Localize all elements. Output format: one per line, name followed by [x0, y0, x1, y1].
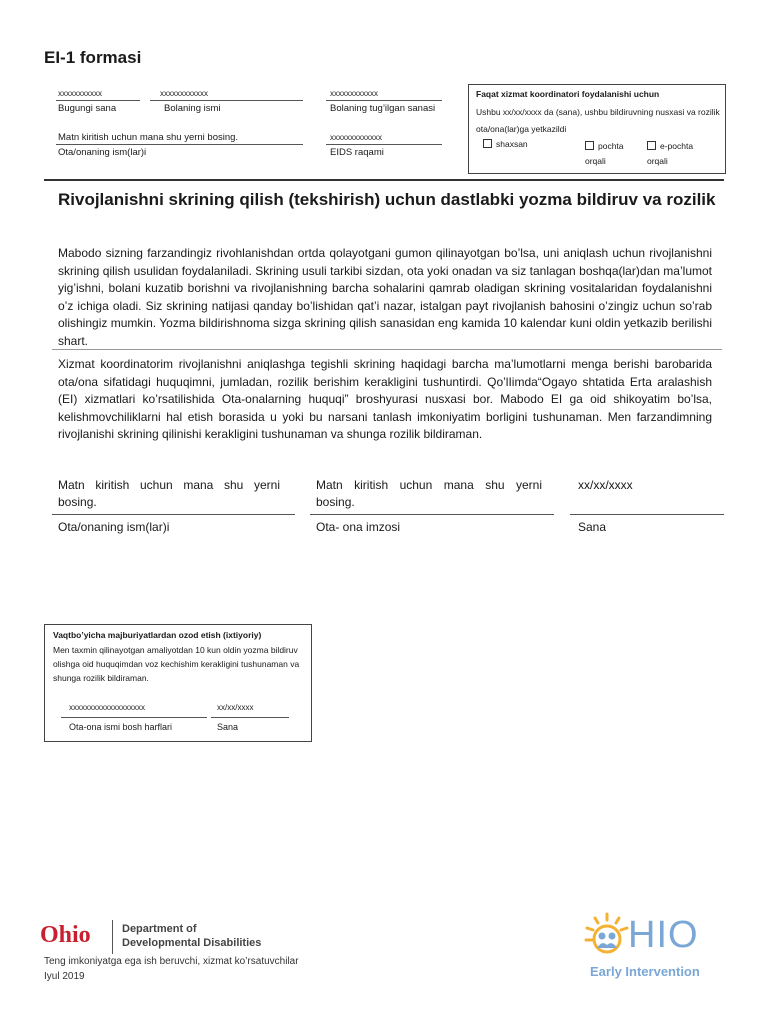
coordinator-box-text: Ushbu xx/xx/xxxx da (sana), ushbu bildiruvning nusxasi va rozilik ota/ona(lar)ga yetkazildi: [476, 107, 720, 134]
option-in-person-label: shaxsan: [496, 139, 528, 149]
department-line1: Department of: [122, 923, 197, 935]
option-mail-label: pochta orqali: [585, 141, 624, 166]
footer-date: Iyul 2019: [44, 971, 85, 982]
ohio-logo-text: Ohio: [40, 922, 91, 948]
logo-separator: [112, 920, 113, 954]
parent-name-label: Ota/onaning ism(lar)i: [58, 147, 147, 158]
option-email-label: e-pochta orqali: [647, 141, 694, 166]
waiver-initials-label: Ota-ona ismi bosh harflari: [69, 722, 173, 732]
waiver-initials-value[interactable]: xxxxxxxxxxxxxxxxxxx: [69, 703, 145, 712]
today-date-label: Bugungi sana: [58, 103, 117, 114]
eids-underline: [326, 144, 442, 145]
early-intervention-logo: [584, 912, 734, 984]
birthdate-underline: [326, 100, 442, 101]
option-email[interactable]: [647, 139, 711, 169]
paragraph-consent: Xizmat koordinatorim rivojlanishni aniqlashga tegishli skrining haqidagi barcha ma’lumotlarni menga berishi barobarida ota/ona sifatidagi huquqimni, jumladan, rozilik berishim kerakligini tushuntirdi. Qo’lIimda“Ogayo shtatida Erta aralashish (EI) xizmatlari ko’rsatilishida Ota-onalarning huquqi” broshyurasi nusxasi bor. Mabodo EI ga oid shikoyatim bo’lsa, kelishmovchiliklarni hal etish borasida u yoki bu narsani tanlash imkoniyatim borligini tushunaman. Men farzandimning rivojlanishi skrining qilinishi kerakligini tushunaman va shunga rozilik bildiraman.: [58, 357, 712, 441]
coordinator-box: [468, 84, 726, 174]
waiver-box: [44, 624, 312, 742]
form-title: EI-1 formasi: [44, 48, 142, 67]
option-in-person[interactable]: [483, 139, 528, 149]
parent-name-sig-label: Ota/onaning ism(lar)i: [58, 520, 170, 534]
employer-statement: Teng imkoniyatga ega ish beruvchi, xizmat ko’rsatuvchilar: [44, 956, 299, 967]
ei-logo-text: HIO: [628, 914, 699, 956]
checkbox-in-person[interactable]: [483, 139, 492, 148]
birthdate-value[interactable]: xxxxxxxxxxxx: [330, 89, 378, 98]
parent-signature-underline: [310, 514, 554, 515]
department-name: [122, 922, 261, 950]
waiver-date-underline: [211, 717, 289, 718]
waiver-text: Men taxmin qilinayotgan amaliyotdan 10 kun oldin yozma bildiruv olishga oid huquqimdan voz kechishim kerakligini tushunaman va shunga rozilik bildiraman.: [53, 645, 300, 683]
child-name-value[interactable]: xxxxxxxxxxxx: [160, 89, 208, 98]
birthdate-label: Bolaning tug’ilgan sanasi: [330, 103, 436, 114]
waiver-date-value[interactable]: xx/xx/xxxx: [217, 703, 254, 712]
checkbox-email[interactable]: [647, 141, 656, 150]
consent-heading: Rivojlanishni skrining qilish (tekshirish) uchun dastlabki yozma bildiruv va rozilik: [58, 190, 716, 209]
paragraph-divider: [52, 349, 722, 350]
child-name-underline: [150, 100, 303, 101]
eids-value[interactable]: xxxxxxxxxxxxx: [330, 133, 382, 142]
department-line2: Developmental Disabilities: [122, 937, 262, 949]
section-divider: [44, 179, 724, 181]
waiver-date-label: Sana: [217, 722, 239, 732]
checkbox-mail[interactable]: [585, 141, 594, 150]
option-mail[interactable]: [585, 139, 645, 169]
coordinator-box-title: Faqat xizmat koordinatori foydalanishi uchun: [476, 89, 660, 99]
child-name-label: Bolaning ismi: [164, 103, 221, 114]
parent-name-underline: [56, 144, 303, 145]
signature-date-input[interactable]: xx/xx/xxxx: [578, 478, 633, 492]
paragraph-screening-info: Mabodo sizning farzandingiz rivohlanishdan ortda qolayotgani gumon qilinayotgan bo’lsa, uni aniqlash uchun rivojlanishni skrining qilish usulidan foydalaniladi. Skrining usuli tarkibi sizdan, ota yoki onadan va siz tanlagan boshqa(lar)dan ma’lumot yig’ishni, bolani kuzatib borishni va rivojlanishning barcha sohalarini qamrab oladigan skrining vositalaridan foydalanishni o’z ichiga oladi. Siz skrining natijasi qanday bo’lishidan qat’i nazar, istalgan payt rivojlanish bahosini o’zingiz uchun so’rab olishingiz mumkin. Yozma bildirishnoma sizga skrining qilish sanasidan eng kamida 10 kalendar kuni oldin yetkazib berilishi shart.: [58, 246, 712, 348]
sun-children-icon: [584, 912, 630, 958]
today-date-value[interactable]: xxxxxxxxxxx: [58, 89, 102, 98]
parent-signature-input[interactable]: Matn kiritish uchun mana shu yerni bosing.: [316, 478, 542, 509]
signature-date-underline: [570, 514, 724, 515]
waiver-title: Vaqtbo’yicha majburiyatlardan ozod etish (ixtiyoriy): [53, 630, 262, 640]
ei-logo-subtitle: Early Intervention: [590, 964, 700, 979]
eids-label: EIDS raqami: [330, 147, 384, 158]
parent-name-input[interactable]: Matn kiritish uchun mana shu yerni bosing.: [58, 478, 280, 509]
parent-signature-label: Ota- ona imzosi: [316, 520, 401, 534]
signature-date-label: Sana: [578, 520, 607, 534]
parent-name-value[interactable]: Matn kiritish uchun mana shu yerni bosing.: [58, 132, 239, 143]
waiver-initials-underline: [61, 717, 207, 718]
today-date-underline: [56, 100, 140, 101]
parent-name-sig-underline: [52, 514, 295, 515]
